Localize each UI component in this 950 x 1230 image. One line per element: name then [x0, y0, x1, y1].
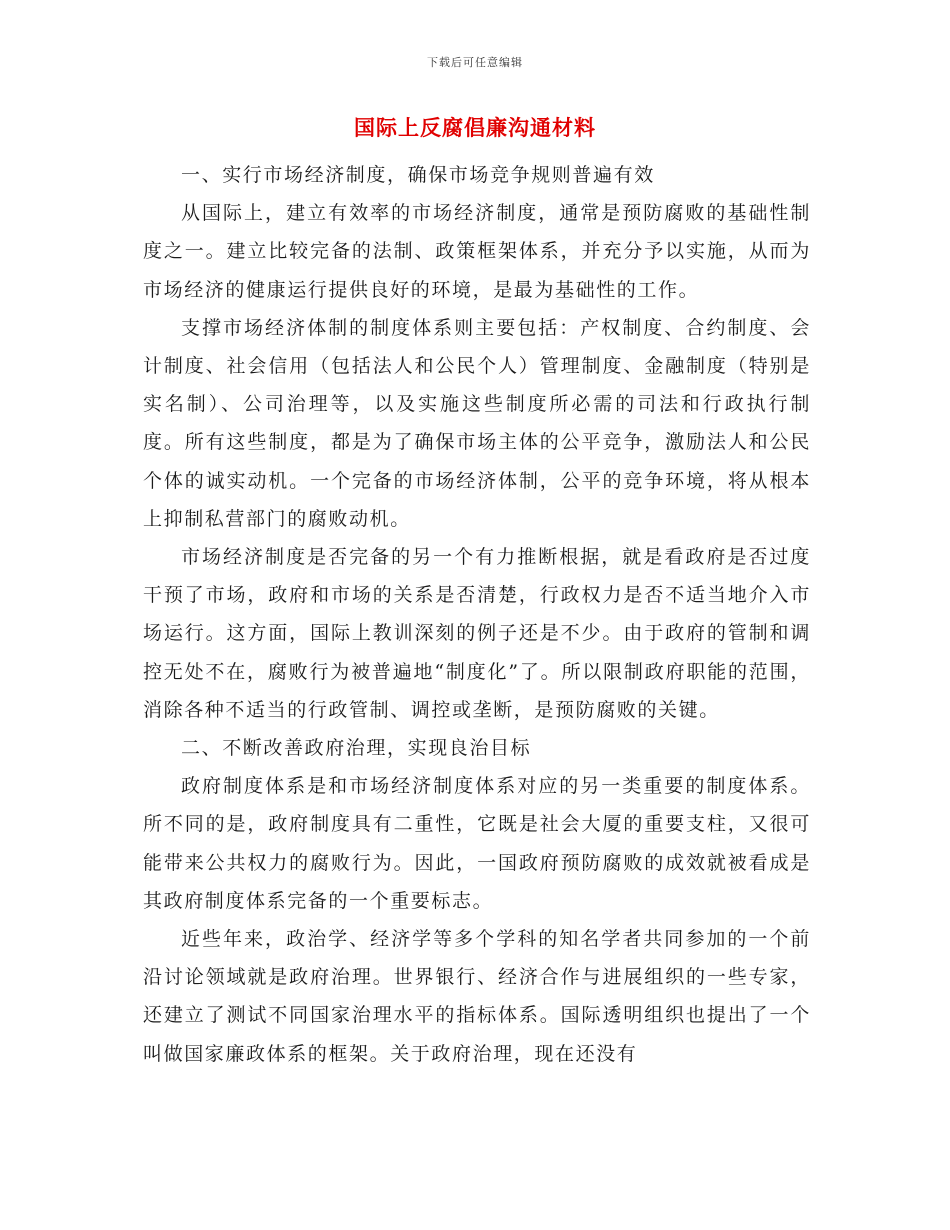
section-heading-2: 二、不断改善政府治理，实现良治目标 — [181, 737, 532, 760]
body-paragraph: 支撑市场经济体制的制度体系则主要包括：产权制度、合约制度、会计制度、社会信用（包括法人和公民个人）管理制度、金融制度（特别是实名制）、公司治理等，以及实施这些制度所必需的司法和行政执行制度。所有这些制度，都是为了确保市场主体的公平竞争，激励法人和公民个体的诚实动机。一个完备的市场经济体制，公平的竞争环境，将从根本上抑制私营部门的腐败动机。 — [143, 316, 811, 530]
body-paragraph: 政府制度体系是和市场经济制度体系对应的另一类重要的制度体系。所不同的是，政府制度具有二重性，它既是社会大厦的重要支柱，又很可能带来公共权力的腐败行为。因此，一国政府预防腐败的成效就被看成是其政府制度体系完备的一个重要标志。 — [143, 775, 811, 912]
body-paragraph: 近些年来，政治学、经济学等多个学科的知名学者共同参加的一个前沿讨论领域就是政府治理。世界银行、经济合作与进展组织的一些专家，还建立了测试不同国家治理水平的指标体系。国际透明组织也提出了一个叫做国家廉政体系的框架。关于政府治理，现在还没有 — [143, 928, 811, 1065]
header-note: 下载后可任意编辑 — [427, 56, 523, 69]
body-paragraph: 从国际上，建立有效率的市场经济制度，通常是预防腐败的基础性制度之一。建立比较完备的法制、政策框架体系，并充分予以实施，从而为市场经济的健康运行提供良好的环境，是最为基础性的工作。 — [143, 202, 811, 301]
document-title: 国际上反腐倡廉沟通材料 — [354, 115, 596, 140]
body-paragraph: 市场经济制度是否完备的另一个有力推断根据，就是看政府是否过度干预了市场，政府和市场的关系是否清楚，行政权力是否不适当地介入市场运行。这方面，国际上教训深刻的例子还是不少。由于政府的管制和调控无处不在，腐败行为被普遍地“制度化”了。所以限制政府职能的范围，消除各种不适当的行政管制、调控或垄断，是预防腐败的关键。 — [143, 546, 811, 721]
document-body — [143, 156, 811, 1073]
section-heading-1: 一、实行市场经济制度，确保市场竞争规则普遍有效 — [181, 164, 655, 186]
